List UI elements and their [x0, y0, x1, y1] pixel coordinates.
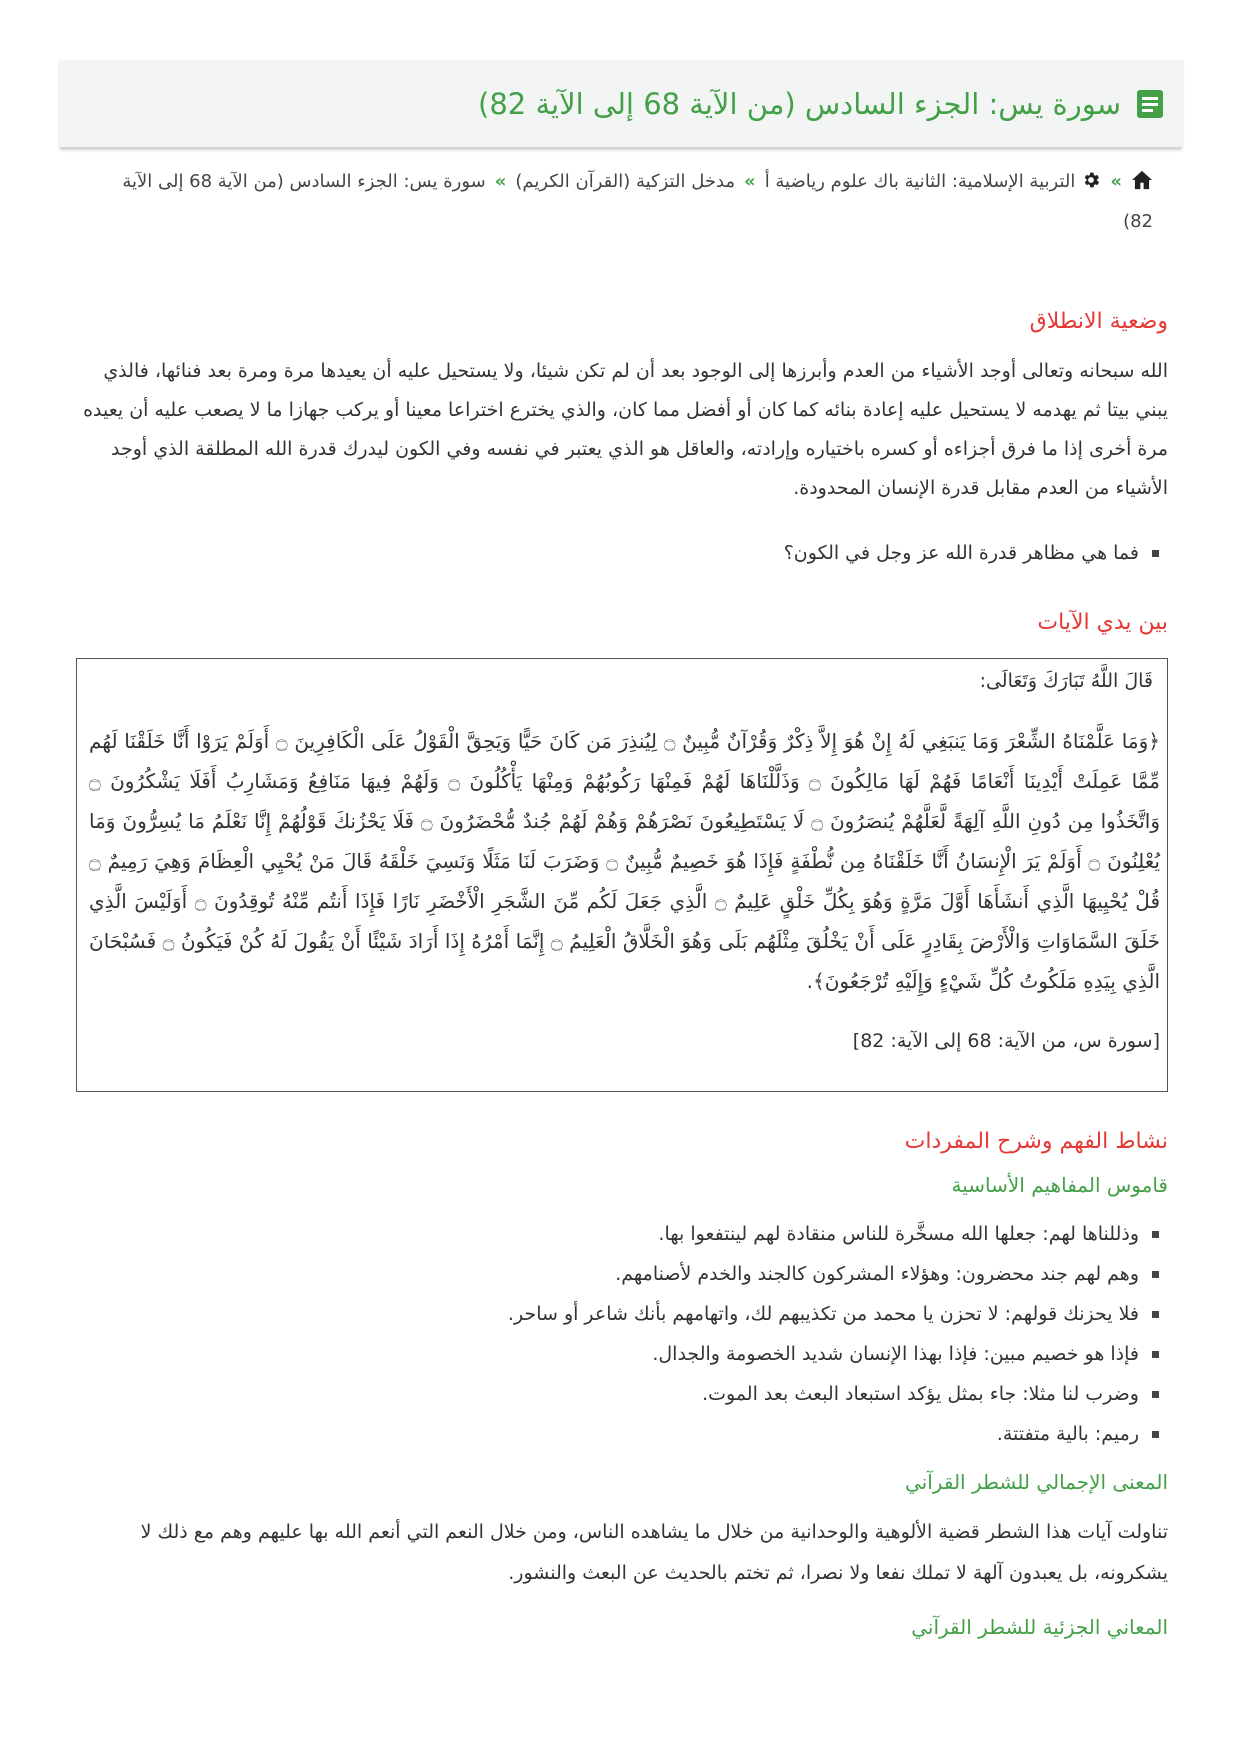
page-header: [60, 60, 1182, 148]
breadcrumb-item-course[interactable]: [765, 171, 1102, 192]
glossary-item-text: وضرب لنا مثلا: جاء بمثل يؤكد استبعاد البعث بعد الموت.: [702, 1383, 1139, 1405]
verse-text: ﴿وَمَا عَلَّمْنَاهُ الشِّعْرَ وَمَا يَنبَغِي لَهُ إِنْ هُوَ إِلاَّ ذِكْرٌ وَقُرْآنٌ مُّبِينٌ ۝ لِيُنذِرَ مَن كَانَ حَيًّا وَيَحِقَّ الْقَوْلُ عَلَى الْكَافِرِينَ ۝ أَوَلَمْ يَرَوْا أَنَّا خَلَقْنَا لَهُم مِّمَّا عَمِلَتْ أَيْدِينَا أَنْعَامًا فَهُمْ لَهَا مَالِكُونَ ۝ وَذَلَّلْنَاهَا لَهُمْ فَمِنْهَا رَكُوبُهُمْ وَمِنْهَا يَأْكُلُونَ ۝ وَلَهُمْ فِيهَا مَنَافِعُ وَمَشَارِبُ أَفَلَا يَشْكُرُونَ ۝ وَاتَّخَذُوا مِن دُونِ اللَّهِ آلِهَةً لَّعَلَّهُمْ يُنصَرُونَ ۝ لَا يَسْتَطِيعُونَ نَصْرَهُمْ وَهُمْ لَهُمْ جُندٌ مُّحْضَرُونَ ۝ فَلَا يَحْزُنكَ قَوْلُهُمْ إِنَّا نَعْلَمُ مَا يُسِرُّونَ وَمَا يُعْلِنُونَ ۝ أَوَلَمْ يَرَ الْإِنسَانُ أَنَّا خَلَقْنَاهُ مِن نُّطْفَةٍ فَإِذَا هُوَ خَصِيمٌ مُّبِينٌ ۝ وَضَرَبَ لَنَا مَثَلًا وَنَسِيَ خَلْقَهُ قَالَ مَنْ يُحْيِي الْعِظَامَ وَهِيَ رَمِيمٌ ۝ قُلْ يُحْيِيهَا الَّذِي أَنشَأَهَا أَوَّلَ مَرَّةٍ وَهُوَ بِكُلِّ خَلْقٍ عَلِيمٌ ۝ الَّذِي جَعَلَ لَكُم مِّنَ الشَّجَرِ الْأَخْضَرِ نَارًا فَإِذَا أَنتُم مِّنْهُ تُوقِدُونَ ۝ أَوَلَيْسَ الَّذِي خَلَقَ السَّمَاوَاتِ وَالْأَرْضَ بِقَادِرٍ عَلَى أَنْ يَخْلُقَ مِثْلَهُم بَلَى وَهُوَ الْخَلَّاقُ الْعَلِيمُ ۝ إِنَّمَا أَمْرُهُ إِذَا أَرَادَ شَيْئًا أَنْ يَقُولَ لَهُ كُنْ فَيَكُونُ ۝ فَسُبْحَانَ الَّذِي بِيَدِهِ مَلَكُوتُ كُلِّ شَيْءٍ وَإِلَيْهِ تُرْجَعُونَ﴾.: [89, 729, 1161, 993]
overall-meaning-heading: المعنى الإجمالي للشطر القرآني: [905, 1470, 1168, 1494]
bullet-square-icon: [1152, 1231, 1159, 1238]
glossary-item: [76, 1414, 1168, 1454]
breadcrumb-separator: »: [744, 171, 756, 192]
question-text: فما هي مظاهر قدرة الله عز وجل في الكون؟: [783, 542, 1139, 564]
starting-situation-heading: وضعية الانطلاق: [1029, 309, 1168, 334]
comprehension-section: [76, 1126, 1168, 1642]
verses-heading: بين يدي الآيات: [1037, 610, 1168, 635]
breadcrumb: [76, 162, 1168, 242]
glossary-item: [76, 1374, 1168, 1414]
glossary-item-text: فإذا هو خصيم مبين: فإذا بهذا الإنسان شديد الخصومة والجدال.: [652, 1343, 1139, 1365]
question-item: [76, 533, 1168, 573]
question-list: [76, 533, 1168, 573]
comprehension-heading: نشاط الفهم وشرح المفردات: [904, 1129, 1168, 1154]
breadcrumb-separator: »: [494, 171, 507, 192]
glossary-item-text: فلا يحزنك قولهم: لا تحزن يا محمد من تكذيبهم لك، واتهامهم بأنك شاعر أو ساحر.: [507, 1303, 1139, 1325]
bullet-square-icon: [1152, 1391, 1159, 1398]
verse-source: [سورة س، من الآية: 68 إلى الآية: 82]: [852, 1030, 1160, 1052]
glossary-heading: قاموس المفاهيم الأساسية: [951, 1173, 1168, 1197]
glossary-item: [76, 1214, 1168, 1254]
bullet-square-icon: [1152, 550, 1159, 557]
bullet-square-icon: [1152, 1351, 1159, 1358]
glossary-item-text: رميم: بالية متفتتة.: [996, 1423, 1139, 1445]
breadcrumb-separator: »: [1110, 171, 1122, 192]
glossary-item: [76, 1334, 1168, 1374]
bullet-square-icon: [1152, 1431, 1159, 1438]
verses-section: [76, 607, 1168, 1092]
breadcrumb-item-current: سورة يس: الجزء السادس (من الآية 68 إلى الآية 82): [122, 171, 1153, 232]
main-content: [76, 160, 1168, 1642]
verse-intro: قَالَ اللَّهُ تَبَارَكَ وَتَعَالَى:: [979, 670, 1153, 692]
glossary-list: [76, 1214, 1168, 1454]
bullet-square-icon: [1152, 1271, 1159, 1278]
bullet-square-icon: [1152, 1311, 1159, 1318]
starting-situation-section: [76, 306, 1168, 573]
breadcrumb-item-unit[interactable]: مدخل التزكية (القرآن الكريم): [515, 171, 736, 192]
document-icon: [1136, 89, 1164, 119]
partial-meanings-heading: المعاني الجزئية للشطر القرآني: [911, 1615, 1168, 1639]
glossary-item: [76, 1254, 1168, 1294]
gear-icon: [1081, 171, 1101, 192]
starting-situation-paragraph: الله سبحانه وتعالى أوجد الأشياء من العدم وأبرزها إلى الوجود بعد أن لم تكن شيئا، ولا يستحيل عليه أن يعيدها مرة ومرة بعد فنائها، فالذي يبني بيتا ثم يهدمه لا يستحيل عليه إعادة بنائه كما كان أو أفضل مما كان، والذي يخترع اختراعا معينا أو يركب جهازا ما لا يصعب عليه أن يعيده مرة أخرى إذا ما فرق أجزاءه أو كسره باختياره وإرادته، والعاقل هو الذي يعتبر في نفسه وفي الكون ليدرك قدرة الله المطلقة الذي أوجد الأشياء من العدم مقابل قدرة الإنسان المحدودة.: [83, 360, 1168, 499]
verse-box: [76, 658, 1168, 1092]
home-icon[interactable]: [1131, 171, 1153, 192]
overall-meaning-paragraph: تناولت آيات هذا الشطر قضية الألوهية والوحدانية من خلال ما يشاهده الناس، ومن خلال النعم التي أنعم الله بها عليهم وهم مع ذلك لا يشكرونه، بل يعبدون آلهة لا تملك نفعا ولا نصرا، ثم تختم بالحديث عن البعث والنشور.: [140, 1521, 1168, 1584]
glossary-item: [76, 1294, 1168, 1334]
page-title: سورة يس: الجزء السادس (من الآية 68 إلى الآية 82): [478, 86, 1121, 121]
breadcrumb-item-label: التربية الإسلامية: الثانية باك علوم رياضية أ: [764, 171, 1076, 192]
glossary-item-text: وهم لهم جند محضرون: وهؤلاء المشركون كالجند والخدم لأصنامهم.: [615, 1263, 1139, 1285]
glossary-item-text: وذللناها لهم: جعلها الله مسخَّرة للناس منقادة لهم لينتفعوا بها.: [658, 1223, 1139, 1245]
